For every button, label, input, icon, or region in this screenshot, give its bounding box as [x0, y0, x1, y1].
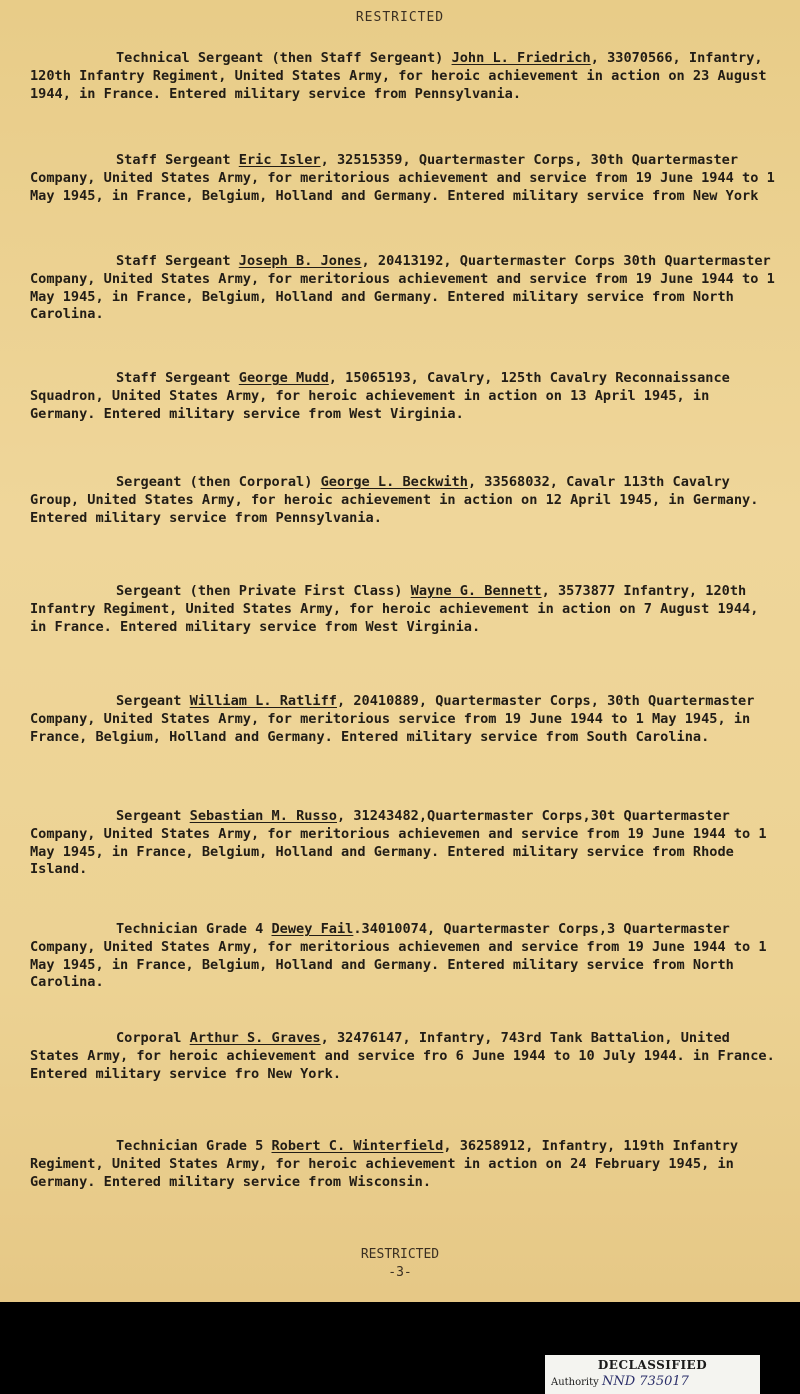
authority-label: Authority — [551, 1377, 599, 1388]
citation-entry — [30, 474, 782, 527]
citation-details: , 3573877 Infantry, 120th Infantry Regiment, United States Army, for heroic achievement in action on 7 August 1944, in France. Entered military service from West Virginia. — [30, 583, 767, 635]
citation-details: , 31243482,Quartermaster Corps,30t Quartermaster Company, United States Army, for meritorious achievemen and service from 19 June 1944 to 1 May 1945, in France, Belgium, Holland and Germany. Entered military service from Rhode Island. — [30, 808, 775, 878]
footer-classification: RESTRICTED — [360, 1247, 440, 1262]
citation-name: Wayne G. Bennett — [410, 583, 542, 599]
citation-entry — [30, 253, 782, 324]
citation-name: Arthur S. Graves — [189, 1030, 321, 1046]
declassified-title: DECLASSIFIED — [597, 1358, 708, 1372]
page-number: -3- — [388, 1265, 412, 1280]
citation-name: Sebastian M. Russo — [189, 808, 337, 824]
citation-details: , 32476147, Infantry, 743rd Tank Battalion, United States Army, for heroic achievement and service fro 6 June 1944 to 10 July 1944. in France. Entered military service fro New York. — [30, 1030, 783, 1082]
citation-name: Robert C. Winterfield — [271, 1138, 444, 1154]
citation-entry — [30, 50, 782, 103]
citation-name: George L. Beckwith — [320, 474, 468, 490]
citation-entry — [30, 152, 782, 205]
citation-details: , 20413192, Quartermaster Corps 30th Quartermaster Company, United States Army, for meritorious achievement and service from 19 June 1944 to 1 May 1945, in France, Belgium, Holland and Germany. Entered military service from North Carolina. — [30, 253, 783, 323]
citation-rank: Sergeant (then Private First Class) — [116, 583, 411, 599]
citation-rank: Technical Sergeant (then Staff Sergeant) — [116, 50, 452, 66]
citation-entry — [30, 921, 782, 992]
citation-name: John L. Friedrich — [451, 50, 591, 66]
citation-entry — [30, 808, 782, 879]
citation-rank: Technician Grade 5 — [116, 1138, 272, 1154]
citation-details: , 33070566, Infantry, 120th Infantry Regiment, United States Army, for heroic achievement in action on 23 August 1944, in France. Entered military service from Pennsylvania. — [30, 50, 775, 102]
citation-rank: Sergeant (then Corporal) — [116, 474, 321, 490]
citation-rank: Staff Sergeant — [116, 253, 239, 269]
citation-entry — [30, 693, 782, 746]
citation-name: William L. Ratliff — [189, 693, 337, 709]
citation-entry — [30, 370, 782, 423]
citation-rank: Technician Grade 4 — [116, 921, 272, 937]
citation-details: , 36258912, Infantry, 119th Infantry Regiment, United States Army, for heroic achievement in action on 24 February 1945, in Germany. Entered military service from Wisconsin. — [30, 1138, 747, 1190]
citation-entry — [30, 1138, 782, 1191]
citation-entry — [30, 1030, 782, 1083]
citation-details: , 20410889, Quartermaster Corps, 30th Quartermaster Company, United States Army, for meritorious service from 19 June 1944 to 1 May 1945, in France, Belgium, Holland and Germany. Entered military service from South Carolina. — [30, 693, 763, 745]
declassified-authority — [551, 1374, 754, 1389]
footer — [0, 1246, 800, 1282]
citation-rank: Staff Sergeant — [116, 370, 239, 386]
citation-rank: Corporal — [116, 1030, 190, 1046]
citation-details: .34010074, Quartermaster Corps,3 Quartermaster Company, United States Army, for meritorious achievemen and service from 19 June 1944 to 1 May 1945, in France, Belgium, Holland and Germany. Entered military service from North Carolina. — [30, 921, 775, 991]
citation-rank: Sergeant — [116, 808, 190, 824]
citation-details: , 32515359, Quartermaster Corps, 30th Quartermaster Company, United States Army, for meritorious achievement and service from 19 June 1944 to 1 May 1945, in France, Belgium, Holland and Germany. Entered military service from New York — [30, 152, 783, 204]
citation-rank: Staff Sergeant — [116, 152, 239, 168]
citation-name: Joseph B. Jones — [238, 253, 362, 269]
citation-details: , 15065193, Cavalry, 125th Cavalry Reconnaissance Squadron, United States Army, for heroic achievement in action on 13 April 1945, in Germany. Entered military service from West Virginia. — [30, 370, 739, 422]
citation-name: Dewey Fail — [271, 921, 354, 937]
citation-name: George Mudd — [238, 370, 329, 386]
citation-details: , 33568032, Cavalr 113th Cavalry Group, United States Army, for heroic achievement in action on 12 April 1945, in Germany. Entered military service from Pennsylvania. — [30, 474, 767, 526]
authority-value: NND 735017 — [601, 1374, 689, 1389]
citation-rank: Sergeant — [116, 693, 190, 709]
citation-entry — [30, 583, 782, 636]
citation-name: Eric Isler — [238, 152, 321, 168]
declassified-stamp — [545, 1355, 760, 1394]
header-classification: RESTRICTED — [355, 10, 445, 25]
